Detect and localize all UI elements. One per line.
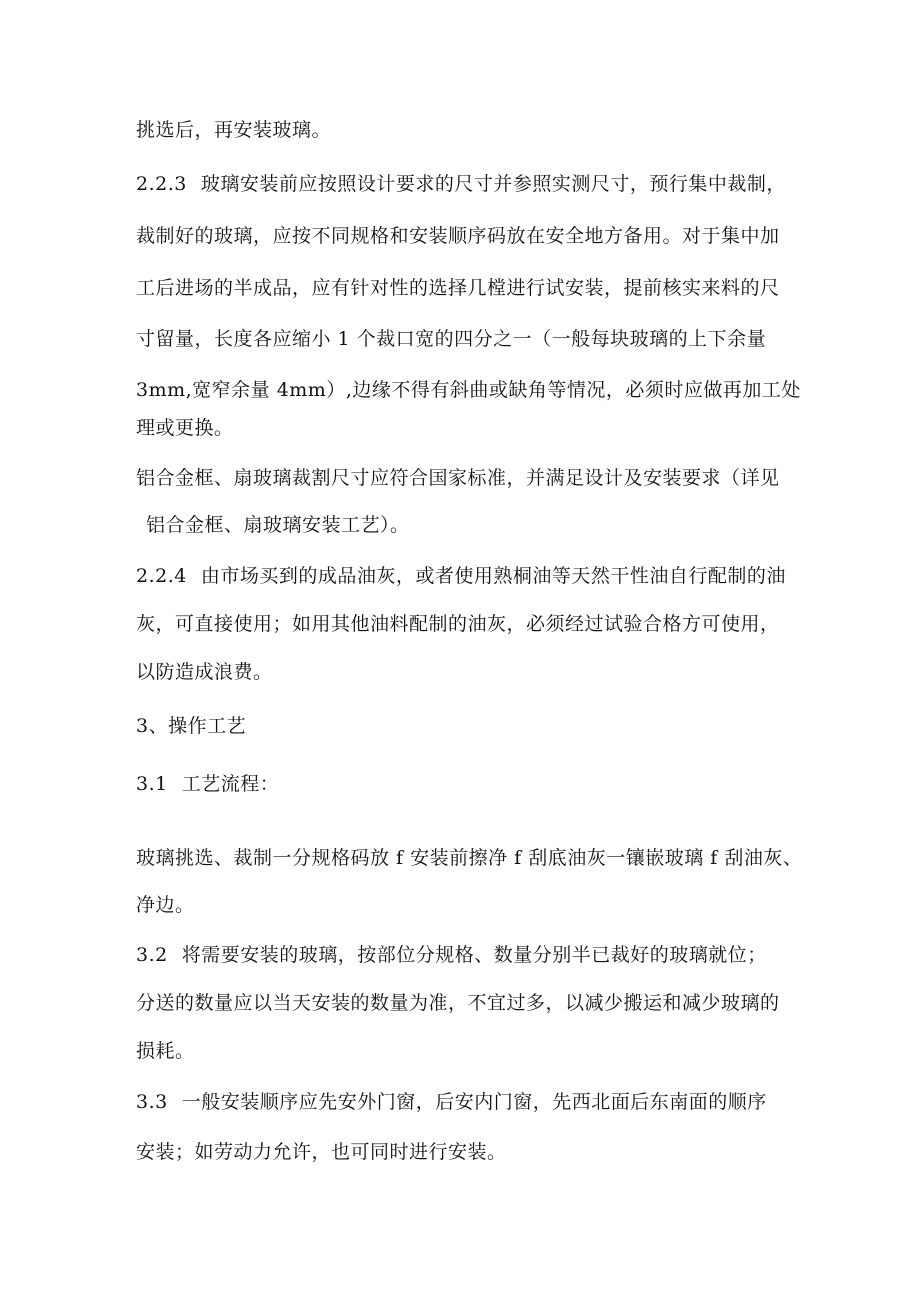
paragraph-line: 分送的数量应以当天安装的数量为准，不宜过多，以减少搬运和减少玻璃的	[136, 992, 780, 1014]
paragraph-line: 以防造成浪费。	[136, 661, 273, 683]
paragraph-line: 玻璃挑选、裁制一分规格码放 f 安装前擦净 f 刮底油灰一镶嵌玻璃 f 刮油灰、	[136, 847, 803, 869]
section-heading: 3、操作工艺	[136, 715, 247, 737]
paragraph-line: 铝合金框、扇玻璃裁割尺寸应符合国家标准，并满足设计及安装要求（详见	[136, 467, 780, 489]
paragraph-line: 3.2 将需要安装的玻璃，按部位分规格、数量分别半已裁好的玻璃就位；	[136, 944, 767, 966]
paragraph-line: 安装；如劳动力允许，也可同时进行安装。	[136, 1141, 507, 1163]
paragraph-line: 挑选后，再安装玻璃。	[136, 119, 332, 141]
subsection-heading: 3.1 工艺流程：	[136, 773, 280, 795]
section-number: 3.1	[136, 773, 168, 795]
paragraph-line: 2.2.4 由市场买到的成品油灰，或者使用熟桐油等天然干性油自行配制的油	[136, 565, 786, 587]
section-number: 3.2	[136, 944, 168, 966]
paragraph-line: 损耗。	[136, 1040, 195, 1062]
paragraph-line: 理或更换。	[136, 417, 234, 439]
paragraph-line: 净边。	[136, 894, 195, 916]
paragraph-line: 铝合金框、扇玻璃安装工艺）。	[146, 514, 410, 536]
section-number: 2.2.4	[136, 565, 187, 587]
paragraph-line: 工后进场的半成品，应有针对性的选择几樘进行试安装，提前核实来料的尺	[136, 277, 780, 299]
paragraph-line: 灰，可直接使用；如用其他油料配制的油灰，必须经过试验合格方可使用，	[136, 613, 780, 635]
paragraph-line: 3mm,宽窄余量 4mm）,边缘不得有斜曲或缺角等情况，必须时应做再加工处	[136, 379, 801, 401]
paragraph-line: 3.3 一般安装顺序应先安外门窗，后安内门窗，先西北面后东南面的顺序	[136, 1091, 767, 1113]
section-number: 2.2.3	[136, 173, 187, 195]
paragraph-line: 裁制好的玻璃，应按不同规格和安装顺序码放在安全地方备用。对于集中加	[136, 225, 780, 247]
paragraph-line: 2.2.3 玻璃安装前应按照设计要求的尺寸并参照实测尺寸，预行集中裁制，	[136, 173, 786, 195]
section-number: 3.3	[136, 1091, 168, 1113]
paragraph-line: 寸留量，长度各应缩小 1 个裁口宽的四分之一（一般每块玻璃的上下余量	[136, 328, 767, 350]
